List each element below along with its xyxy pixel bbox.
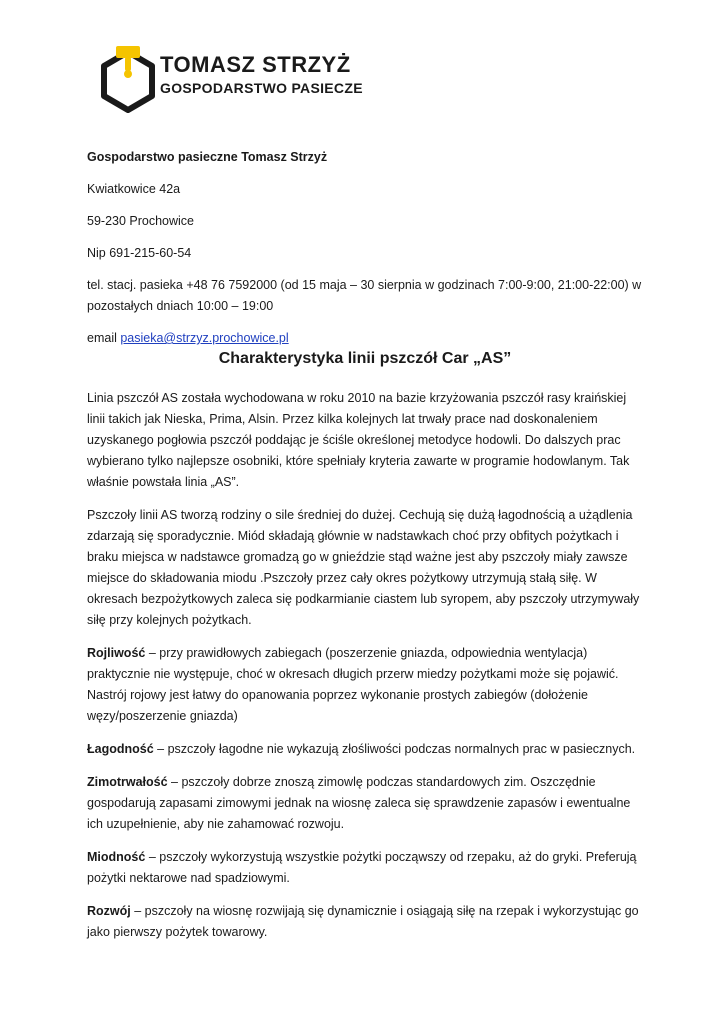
- company-logo: [100, 44, 370, 118]
- trait-text: – pszczoły na wiosnę rozwijają się dynamicznie i osiągają siłę na rzepak i wykorzystując go jako pierwszy pożytek towarowy.: [87, 904, 639, 939]
- intro-paragraph: Linia pszczół AS została wychodowana w roku 2010 na bazie krzyżowania pszczół rasy kraińskiej linii takich jak Nieska, Prima, Alsin. Przez kilka kolejnych lat trwały prace nad doskonaleniem uzyskanego pogłowia pszczół poddając je ściśle określonej metodyce hodowli. Do dalszych prac wybierano tylko najlepsze osobniki, które spełniały kryteria zawarte w programie hodowlanym. Tak właśnie powstała linia „AS”.: [87, 391, 630, 489]
- email-link[interactable]: pasieka@strzyz.prochowice.pl: [120, 331, 289, 345]
- street-address: Kwiatkowice 42a: [87, 182, 181, 196]
- description-paragraph: Pszczoły linii AS tworzą rodziny o sile średniej do dużej. Cechują się dużą łagodnością a użądlenia zdarzają się sporadycznie. Miód składają głównie w nadstawkach choć przy obfitych pożytkach i braku miejsca w nadstawce gromadzą go w gnieździe stąd ważne jest aby pszczoły miały zawsze miejsce do składowania miodu .Pszczoły przez cały okres pożytkowy utrzymują stałą siłę. W okresach bezpożytkowych zaleca się podkarmianie ciastem lub syropem, aby pszczoły utrzymywały siłę przy kolejnych pożytkach.: [87, 508, 640, 627]
- trait-term: Miodność: [87, 850, 146, 864]
- nip-number: Nip 691-215-60-54: [87, 246, 192, 260]
- trait-text: – pszczoły dobrze znoszą zimowlę podczas standardowych zim. Oszczędnie gospodarują zapasami zimowymi jednak na wiosnę zaleca się sprawdzenie zapasów i ewentualne ich uzupełnienie, aby nie zahamować rozwoju.: [87, 775, 631, 831]
- trait-term: Łagodność: [87, 742, 154, 756]
- trait-paragraph: [87, 772, 643, 835]
- email-line: [87, 328, 643, 349]
- honey-hexagon-icon: [100, 44, 156, 118]
- document-title: Charakterystyka linii pszczół Car „AS”: [218, 350, 512, 367]
- trait-paragraph: [87, 643, 643, 727]
- trait-paragraph: [87, 901, 643, 943]
- trait-paragraph: [87, 847, 643, 889]
- postal-address: 59-230 Prochowice: [87, 214, 195, 228]
- trait-text: – przy prawidłowych zabiegach (poszerzenie gniazda, odpowiednia wentylacja) praktycznie nie występuje, choć w okresach długich przerw miedzy pożytkami może się pojawić. Nastrój rojowy jest łatwy do opanowania poprzez wykonanie prostych zabiegów (dołożenie węzy/poszerzenie gniazda): [87, 646, 619, 723]
- trait-term: Rojliwość: [87, 646, 146, 660]
- trait-term: Rozwój: [87, 904, 131, 918]
- trait-paragraph: [87, 739, 643, 760]
- email-label: email: [87, 331, 121, 345]
- trait-text: – pszczoły łagodne nie wykazują złośliwości podczas normalnych prac w pasiecznych.: [153, 742, 636, 756]
- trait-text: – pszczoły wykorzystują wszystkie pożytki począwszy od rzepaku, aż do gryki. Preferują pożytki nektarowe nad spadziowymi.: [87, 850, 637, 885]
- document-body: [87, 388, 643, 955]
- phone-info: tel. stacj. pasieka +48 76 7592000 (od 15 maja – 30 sierpnia w godzinach 7:00-9:00, 21:00-22:00) w pozostałych dniach 10:00 – 19:00: [87, 278, 642, 313]
- logo-title: TOMASZ STRZYŻ: [160, 52, 351, 77]
- company-name: Gospodarstwo pasieczne Tomasz Strzyż: [87, 150, 328, 164]
- contact-block: [87, 147, 643, 360]
- trait-term: Zimotrwałość: [87, 775, 168, 789]
- logo-subtitle: GOSPODARSTWO PASIECZE: [160, 80, 363, 96]
